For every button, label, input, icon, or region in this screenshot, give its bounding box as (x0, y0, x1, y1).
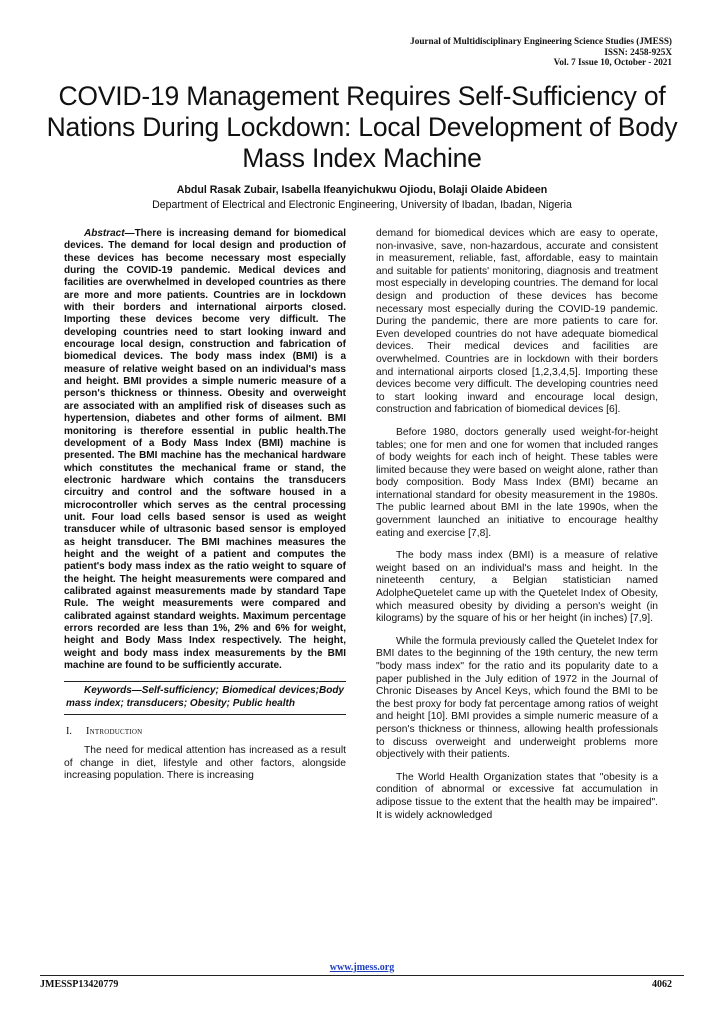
paper-affiliation: Department of Electrical and Electronic Engineering, University of Ibadan, Ibadan, Nigeria (152, 199, 572, 211)
paper-authors: Abdul Rasak Zubair, Isabella Ifeanyichukwu Ojiodu, Bolaji Olaide Abideen (176, 184, 548, 196)
left-column (64, 228, 346, 783)
section-title: Introduction (86, 726, 143, 738)
abstract-label: Abstract (84, 228, 125, 239)
journal-header (312, 36, 672, 68)
journal-volume: Vol. 7 Issue 10, October - 2021 (553, 57, 672, 68)
body-paragraph-1: demand for biomedical devices which are easy to operate, non-invasive, save, non-hazardous, accurate and consistent in measurement, reliable, fast, affordable, easy to maintain and suitable for patients' monitoring, diagnosis and treatment most especially in developing countries. The demand for local design and production of these devices has become necessary most especially during the COVID-19 pandemic. During the pandemic, there are more patients to care for. Even developed countries do not have adequate biomedical devices. Their medical devices and facilities are overwhelmed. Countries are in lockdown with their borders and international airports closed [1,2,3,4,5]. Importing these devices become very difficult. The developing countries need to start looking inward and encourage local design, construction and fabrication of biomedical devices [6]. (376, 228, 658, 416)
journal-name: Journal of Multidisciplinary Engineering Science Studies (JMESS) (410, 36, 672, 46)
keywords-box: Keywords—Self-sufficiency; Biomedical devices;Body mass index; transducers; Obesity; Public health (64, 681, 346, 715)
body-paragraph-5: The World Health Organization states that "obesity is a condition of abnormal or excessive fat accumulation in adipose tissue to the extent that the health may be impaired". It is widely acknowledged (376, 771, 658, 821)
paper-title: COVID-19 Management Requires Self-Sufficiency of Nations During Lockdown: Local Development of Body Mass Index Machine (46, 81, 678, 173)
footer-divider (40, 975, 684, 976)
right-column (376, 228, 658, 822)
footer-url-link[interactable]: www.jmess.org (329, 962, 395, 973)
abstract-text: —There is increasing demand for biomedical devices. The demand for local design and production of these devices has become necessary most especially during the COVID-19 pandemic. Medical devices and facilities are overwhelmed in developed countries as there are more and more patients. Countries are in lockdown with their borders and international airports closed. Importing these devices become very difficult. The developing countries need to start looking inward and encourage local design, construction and fabrication of biomedical devices. The body mass index (BMI) is a measure of relative weight based on an individual's mass and height. BMI provides a simple numeric measure of a person's thickness or thinness. Obesity and overweight are associated with an amplified risk of diseases such as hypertension, diabetes and other forms of ailment. BMI monitoring is therefore essential in public health.The development of a Body Mass Index (BMI) machine is presented. The BMI machine has the mechanical hardware which constitutes the mechanical frame or stand, the electronic hardware which contains the transducers circuitry and control and the software housed in a microcontroller which serves as the central processing unit. Four load cells based sensor is used as weight transducer while of ultrasonic based sensor is employed as height transducer. The BMI machines measures the height and the weight of a patient and computes the patient's body mass index as the ratio weight to square of the height. The height measurements were compared and calibrated against measurements made by standard Tape Rule. The weight measurements were compared and calibrated against standard weights. Maximum percentage errors recorded are less than 1%, 2% and 6% for weight, height and Body Mass Index respectively. The height, weight and body mass index measurements by the BMI machine are found to be sufficiently accurate. (64, 228, 346, 672)
footer-page-number: 4062 (652, 979, 672, 990)
section-heading-introduction (64, 725, 346, 738)
footer-paper-id: JMESSP13420779 (40, 979, 119, 990)
body-paragraph-4: While the formula previously called the Quetelet Index for BMI dates to the beginning of the 19th century, the new term "body mass index" for the ratio and its popularity date to a paper published in the July edition of 1972 in the Journal of Chronic Diseases by Ancel Keys, which found the BMI to be the best proxy for body fat percentage among ratios of weight and height [10]. BMI provides a simple numeric measure of a person's thickness or thinness, allowing health professionals to discuss overweight and underweight problems more objectively with their patients. (376, 635, 658, 761)
section-number: I. (66, 726, 72, 738)
body-paragraph-3: The body mass index (BMI) is a measure of relative weight based on an individual's mass and height. In the nineteenth century, a Belgian statistician named AdolpheQuetelet came up with the Quetelet Index of Obesity, which measured obesity by dividing a person's weight (in kilograms) by the square of his or her height (in inches) [7,9]. (376, 550, 658, 625)
journal-issn: ISSN: 2458-925X (604, 46, 672, 57)
body-paragraph-2: Before 1980, doctors generally used weight-for-height tables; one for men and one for women that included ranges of body weights for each inch of height. These tables were limited because they were based on weight alone, rather than body composition. Body Mass Index (BMI) became an international standard for obesity measurement in the 1980s. The public learned about BMI in the late 1990s, when the government launched an initiative to encourage healthy eating and exercise [7,8]. (376, 426, 658, 539)
intro-paragraph: The need for medical attention has increased as a result of change in diet, lifestyle and other factors, alongside increasing population. There is increasing (64, 745, 346, 782)
abstract (64, 228, 346, 672)
